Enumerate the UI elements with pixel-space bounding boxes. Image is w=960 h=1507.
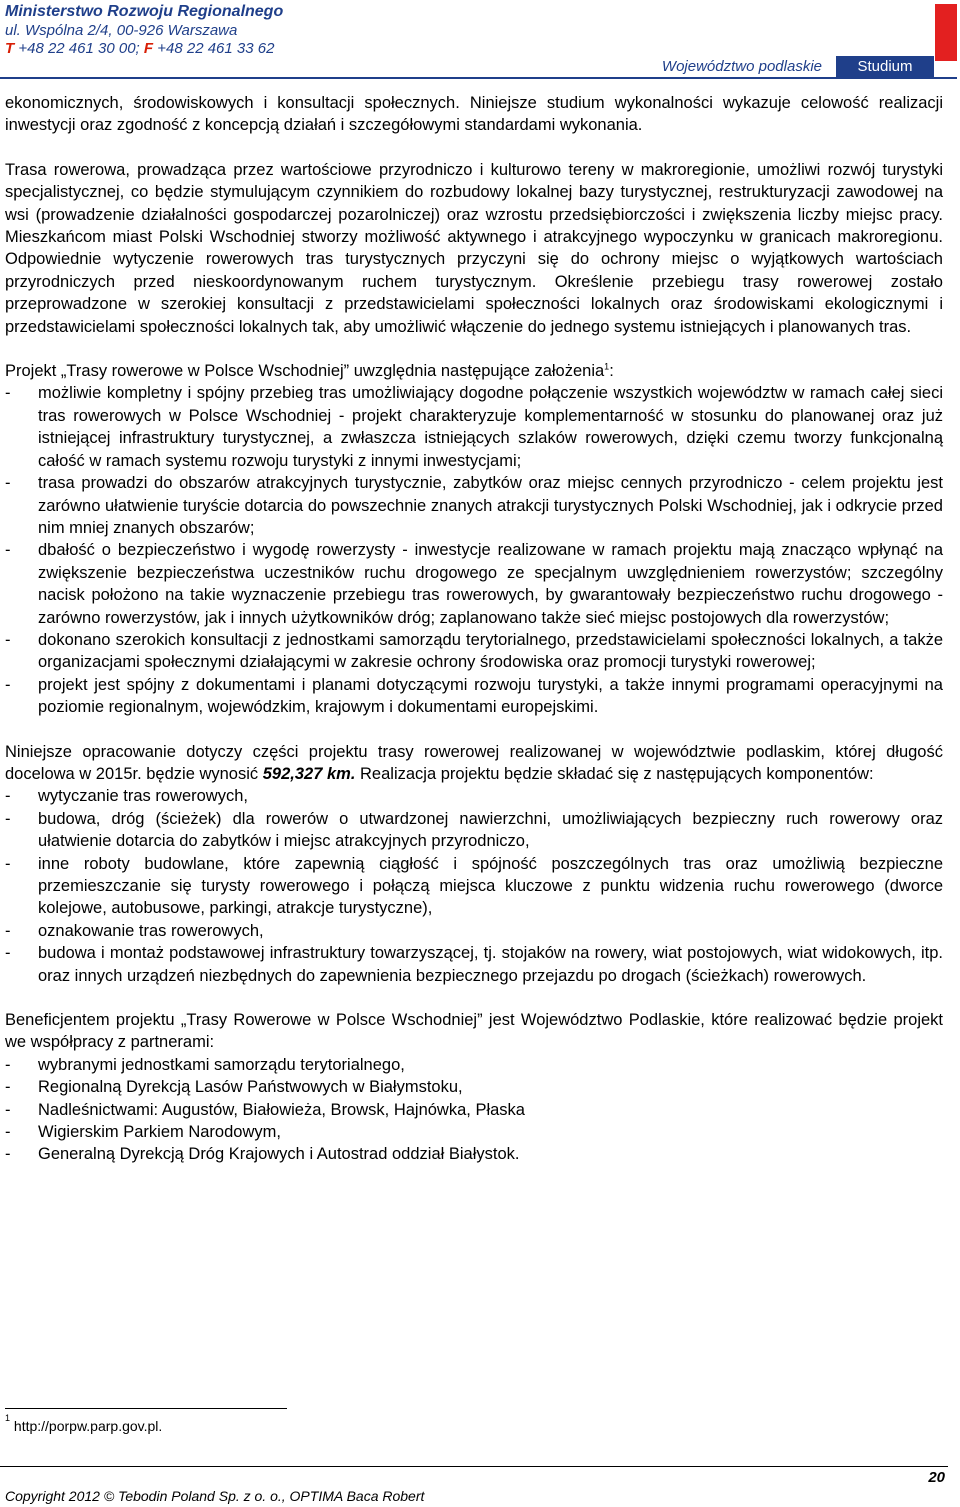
ministry-name: Ministerstwo Rozwoju Regionalnego — [5, 3, 284, 20]
list-item: - Generalną Dyrekcją Dróg Krajowych i Autostrad oddział Białystok. — [5, 1143, 943, 1165]
phone-number: +48 22 461 30 00; — [18, 40, 140, 57]
paragraph-assumptions-intro — [5, 360, 943, 382]
list-item: - budowa i montaż podstawowej infrastruktury towarzyszącej, tj. stojaków na rowery, wiat postojowych, wiat widokowych, itp. oraz innych urządzeń niezbędnych do zapewnienia bezpiecznego przejazdu po drogach (ścieżkach) rowerowych. — [5, 942, 943, 987]
assumptions-colon: : — [609, 362, 614, 381]
list-item: - budowa, dróg (ścieżek) dla rowerów o utwardzonej nawierzchni, umożliwiających bezpieczny ruch rowerowy oraz ułatwienie dotarcia do zabytków i miejsc atrakcyjnych przyrodniczo, — [5, 808, 943, 853]
list-item: - trasa prowadzi do obszarów atrakcyjnych turystycznie, zabytków oraz miejsc cennych przyrodniczo - celem projektu jest zarówno ułatwienie turyście dotarcia do powszechnie znanych atrakcji turystycznych Polski Wschodniej, jak i odkrycie przed nim mniej znanych obszarów; — [5, 472, 943, 539]
assumptions-list — [5, 382, 943, 718]
paragraph-beneficiary: Beneficjentem projektu „Trasy Rowerowe w Polsce Wschodniej” jest Województwo Podlaskie, które realizować będzie projekt we współpracy z partnerami: — [5, 1011, 943, 1052]
footnote-separator — [5, 1408, 287, 1409]
region-label: Województwo podlaskie — [661, 58, 822, 75]
fax-prefix: F — [143, 40, 154, 57]
footnote-number: 1 — [5, 1413, 11, 1423]
list-item: - inne roboty budowlane, które zapewnią ciągłość i spójność poszczególnych tras oraz umożliwią bezpieczne przemieszczanie się turysty rowerowego i połączą miejsca kluczowe z punktu widzenia ruchu rowerowego (dworce kolejowe, autobusowe, parkingi, atrakcje turystyczne), — [5, 853, 943, 920]
phone-prefix: T — [5, 40, 15, 57]
paragraph-continuation: ekonomicznych, środowiskowych i konsultacji społecznych. Niniejsze studium wykonalności wykazuje celowość realizacji inwestycji oraz zgodność z koncepcją działań i szczegółowymi standardami wykonania. — [5, 94, 943, 135]
list-item: - dbałość o bezpieczeństwo i wygodę rowerzysty - inwestycje realizowane w ramach projektu mają znacząco wpłynąć na zwiększenie bezpieczeństwa uczestników ruchu drogowego ze specjalnym uwzględnieniem rowerzystów; szczególny nacisk położono na takie wyznaczenie przebiegu tras rowerowych, by gwarantowały bezpieczeństwo ruchu drogowego - zarówno rowerzystów, jak i innych użytkowników dróg; zaplanowano także sieć miejsc postojowych dla rowerzystów; — [5, 539, 943, 629]
list-item: - Nadleśnictwami: Augustów, Białowieża, Browsk, Hajnówka, Płaska — [5, 1099, 943, 1121]
list-item: - możliwie kompletny i spójny przebieg tras umożliwiający dogodne połączenie wszystkich województw w ramach całej sieci tras rowerowych w Polsce Wschodniej - projekt charakteryzuje komplementarność w stosunku do planowanej oraz już istniejącej infrastruktury turystycznej, a zwłaszcza istniejących szlaków rowerowych, dzięki czemu tworzy funkcjonalną całość w ramach systemu rozwoju turystyki z innymi inwestycjami; — [5, 382, 943, 472]
header-rule — [0, 77, 957, 79]
paragraph-bike-route: Trasa rowerowa, prowadząca przez wartościowe przyrodniczo i kulturowo tereny w makroregionie, umożliwi rozwój turystyki specjalistycznej, co będzie stymulującym czynnikiem do rozbudowy lokalnej bazy turystycznej, restrukturyzacji zawodowej na wsi (prowadzenie działalności gospodarczej pozarolniczej) oraz wzrostu przedsiębiorczości i zwiększenia liczby miejsc pracy. Mieszkańcom miast Polski Wschodniej stworzy możliwość aktywnego i atrakcyjnego wypoczynku w granicach makroregionu. Odpowiednie wytyczenie rowerowych tras turystycznych przyczyni się do ochrony miejsc o wyjątkowych wartościach przyrodniczych przed nieskoordynowanym ruchem turystycznym. Określenie przebiegu trasy rowerowej zostało przeprowadzone w szerokiej konsultacji z przedstawicielami społeczności lokalnych oraz środowiskami ekologicznymi i przedstawicielami społeczności lokalnych tak, aby umożliwić włączenie do jednego systemu istniejących i planowanych tras. — [5, 160, 943, 336]
scope-components-text: Realizacja projektu będzie składać się z następujących komponentów: — [360, 764, 874, 783]
footnote — [5, 1413, 163, 1434]
scope-text: Niniejsze opracowanie dotyczy części projektu trasy rowerowej realizowanej w województwie podlaskim, której długość docelowa w 2015r. będzie wynosić — [5, 742, 943, 783]
red-accent-bar — [935, 4, 957, 61]
list-item: - wytyczanie tras rowerowych, — [5, 785, 943, 807]
copyright-notice: Copyright 2012 © Tebodin Poland Sp. z o. o., OPTIMA Baca Robert — [5, 1488, 425, 1504]
fax-number: +48 22 461 33 62 — [157, 40, 275, 57]
footnote-url[interactable]: http://porpw.parp.gov.pl. — [13, 1418, 163, 1434]
list-item: - projekt jest spójny z dokumentami i planami dotyczącymi rozwoju turystyki, a także innymi programami operacyjnymi na poziomie regionalnym, wojewódzkim, krajowym i dokumentami europejskimi. — [5, 674, 943, 719]
footnote-ref: 1 — [604, 361, 610, 372]
partners-list — [5, 1054, 943, 1166]
page-header — [0, 0, 960, 80]
list-item: - dokonano szerokich konsultacji z jednostkami samorządu terytorialnego, przedstawicielami społeczności lokalnych, a także organizacjami społecznymi działającymi w zakresie ochrony środowiska oraz promocji turystyki rowerowej; — [5, 629, 943, 674]
ministry-phone — [5, 39, 274, 58]
list-item: - oznakowanie tras rowerowych, — [5, 920, 943, 942]
document-body — [5, 92, 943, 1166]
footer-rule — [0, 1466, 948, 1467]
list-item: - Regionalną Dyrekcją Lasów Państwowych w Białymstoku, — [5, 1076, 943, 1098]
components-list — [5, 785, 943, 987]
assumptions-intro-text: Projekt „Trasy rowerowe w Polsce Wschodniej” uwzględnia następujące założenia — [5, 362, 605, 381]
document-type-badge: Studium — [836, 56, 934, 77]
list-item: - wybranymi jednostkami samorządu terytorialnego, — [5, 1054, 943, 1076]
list-item: - Wigierskim Parkiem Narodowym, — [5, 1121, 943, 1143]
paragraph-scope — [5, 741, 943, 786]
page-number: 20 — [928, 1469, 945, 1486]
route-length: 592,327 km. — [262, 764, 356, 783]
ministry-address: ul. Wspólna 2/4, 00-926 Warszawa — [5, 22, 238, 39]
